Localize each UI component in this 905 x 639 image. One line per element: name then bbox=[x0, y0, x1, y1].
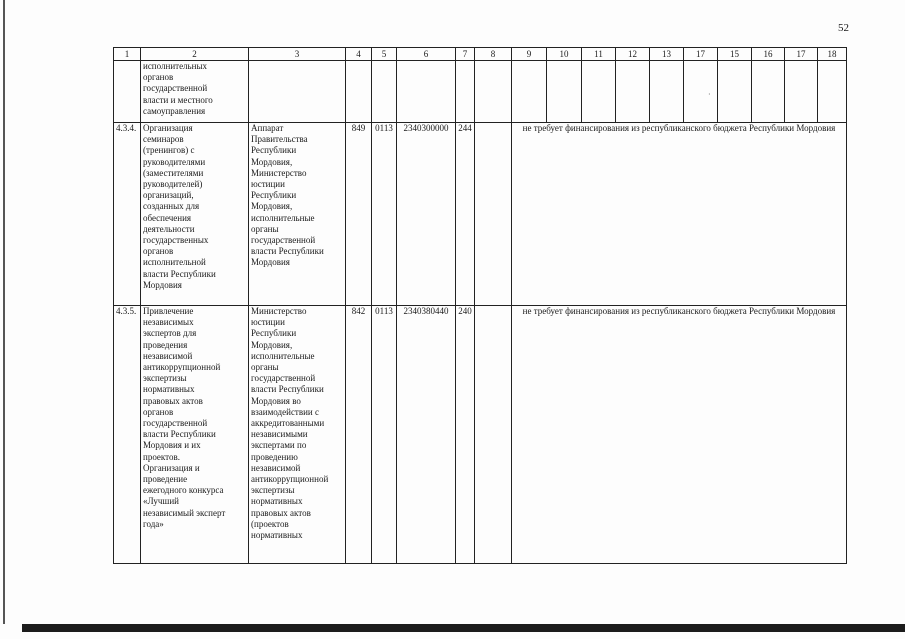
empty-cell bbox=[785, 61, 818, 123]
empty-cell bbox=[547, 61, 582, 123]
col-header: 9 bbox=[512, 48, 547, 61]
section-code: 0113 bbox=[372, 123, 397, 306]
target-article: 2340300000 bbox=[397, 123, 456, 306]
activity-name: Организация семинаров (тренингов) с руководителями (заместителями руководителей) организаций, созданных для обеспечения деятельности государственных органов исполнительной власти Республики Мордовия bbox=[141, 123, 249, 306]
empty-cell bbox=[475, 306, 512, 564]
expense-type bbox=[456, 61, 475, 123]
col-header: 3 bbox=[249, 48, 346, 61]
target-article bbox=[397, 61, 456, 123]
col-header: 11 bbox=[582, 48, 616, 61]
executor: Министерство юстиции Республики Мордовия, исполнительные органы государственной власти Республики Мордовия во взаимодействии с аккредитованными независимыми экспертами по проведению независимой антикоррупционной экспертизы нормативных правовых актов (проектов нормативных bbox=[249, 306, 346, 564]
scan-speck: · bbox=[708, 90, 711, 99]
empty-cell bbox=[512, 61, 547, 123]
scan-left-edge bbox=[3, 0, 5, 624]
ministry-code: 849 bbox=[346, 123, 372, 306]
page-number: 52 bbox=[838, 22, 849, 34]
activity-name: исполнительных органов государственной власти и местного самоуправления bbox=[141, 61, 249, 123]
empty-cell bbox=[684, 61, 718, 123]
table-row bbox=[114, 306, 847, 564]
col-header: 5 bbox=[372, 48, 397, 61]
col-header: 17 bbox=[684, 48, 718, 61]
col-header: 15 bbox=[718, 48, 752, 61]
scan-bottom-border bbox=[22, 624, 905, 632]
section-code: 0113 bbox=[372, 306, 397, 564]
empty-cell bbox=[752, 61, 785, 123]
table-row bbox=[114, 61, 847, 123]
ministry-code: 842 bbox=[346, 306, 372, 564]
col-header: 12 bbox=[616, 48, 650, 61]
row-number bbox=[114, 61, 141, 123]
expense-type: 244 bbox=[456, 123, 475, 306]
col-header: 8 bbox=[475, 48, 512, 61]
col-header: 10 bbox=[547, 48, 582, 61]
col-header: 16 bbox=[752, 48, 785, 61]
table-row bbox=[114, 123, 847, 306]
row-number: 4.3.4. bbox=[114, 123, 141, 306]
empty-cell bbox=[818, 61, 847, 123]
activity-name: Привлечение независимых экспертов для проведения независимой антикоррупционной экспертизы нормативных правовых актов органов государственной власти Республики Мордовия и их проектов. Организация и проведение ежегодного конкурса «Лучший независимый эксперт года» bbox=[141, 306, 249, 564]
empty-cell bbox=[718, 61, 752, 123]
empty-cell bbox=[650, 61, 684, 123]
col-header: 2 bbox=[141, 48, 249, 61]
row-number: 4.3.5. bbox=[114, 306, 141, 564]
col-header: 7 bbox=[456, 48, 475, 61]
col-header: 1 bbox=[114, 48, 141, 61]
target-article: 2340380440 bbox=[397, 306, 456, 564]
executor: Аппарат Правительства Республики Мордовия, Министерство юстиции Республики Мордовия, исполнительные органы государственной власти Республики Мордовия bbox=[249, 123, 346, 306]
col-header: 4 bbox=[346, 48, 372, 61]
section-code bbox=[372, 61, 397, 123]
program-table bbox=[113, 47, 847, 564]
funding-note: не требует финансирования из республиканского бюджета Республики Мордовия bbox=[512, 306, 847, 564]
empty-cell bbox=[475, 61, 512, 123]
col-header: 6 bbox=[397, 48, 456, 61]
col-header: 17 bbox=[785, 48, 818, 61]
empty-cell bbox=[582, 61, 616, 123]
expense-type: 240 bbox=[456, 306, 475, 564]
col-header: 18 bbox=[818, 48, 847, 61]
col-header: 13 bbox=[650, 48, 684, 61]
funding-note: не требует финансирования из республиканского бюджета Республики Мордовия bbox=[512, 123, 847, 306]
ministry-code bbox=[346, 61, 372, 123]
header-row bbox=[114, 48, 847, 61]
executor bbox=[249, 61, 346, 123]
empty-cell bbox=[616, 61, 650, 123]
empty-cell bbox=[475, 123, 512, 306]
